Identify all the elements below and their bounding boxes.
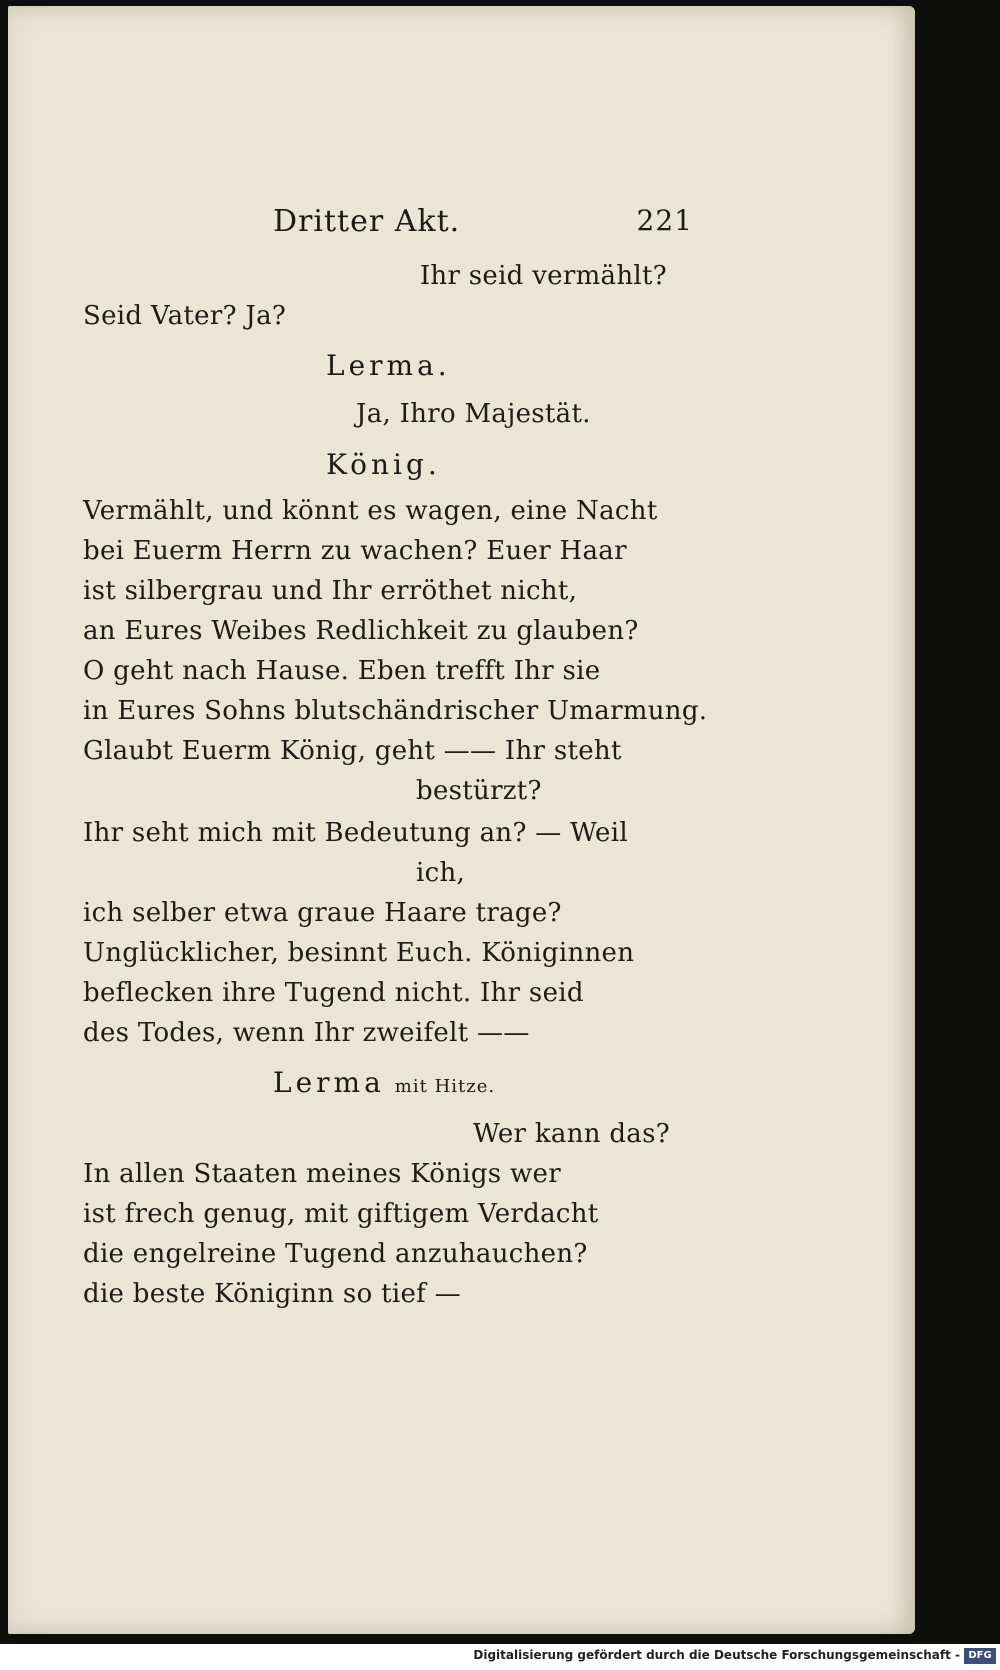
dfg-logo: DFG [964, 1648, 996, 1664]
stage-direction: mit Hitze. [394, 1076, 496, 1097]
verse-line: beflecken ihre Tugend nicht. Ihr seid [83, 978, 584, 1008]
verse-line: Ja, Ihro Majestät. [356, 399, 591, 429]
verse-line-carryover: ich, [416, 858, 466, 888]
verse-line: ist frech genug, mit giftigem Verdacht [83, 1199, 599, 1229]
funding-credit: Digitalisierung gefördert durch die Deutsche Forschungsgemeinschaft - [473, 1648, 960, 1662]
page-number: 221 [636, 204, 693, 237]
verse-line: Unglücklicher, besinnt Euch. Königinnen [83, 938, 635, 968]
verse-line: Vermählt, und könnt es wagen, eine Nacht [83, 496, 658, 526]
speaker-name: Lerma [273, 1066, 385, 1099]
running-title: Dritter Akt. [273, 204, 461, 239]
verse-line: In allen Staaten meines Königs wer [83, 1159, 561, 1189]
book-page [8, 6, 915, 1634]
verse-line: die engelreine Tugend anzuhauchen? [83, 1239, 588, 1269]
verse-line: bei Euerm Herrn zu wachen? Euer Haar [83, 536, 627, 566]
speaker-name: König. [326, 448, 441, 481]
page-header [273, 204, 693, 244]
verse-line: Wer kann das? [472, 1119, 670, 1149]
verse-line: Ihr seid vermählt? [419, 261, 667, 291]
verse-line: an Eures Weibes Redlichkeit zu glauben? [83, 616, 639, 646]
speaker-name: Lerma. [326, 349, 451, 382]
verse-line: ist silbergrau und Ihr erröthet nicht, [83, 576, 578, 606]
verse-line: Glaubt Euerm König, geht —— Ihr steht [83, 736, 622, 766]
verse-line: in Eures Sohns blutschändrischer Umarmung. [83, 696, 708, 726]
verse-line: des Todes, wenn Ihr zweifelt —— [83, 1018, 530, 1048]
verse-line: Ihr seht mich mit Bedeutung an? — Weil [83, 818, 628, 848]
verse-line: die beste Königinn so tief — [83, 1279, 461, 1309]
verse-line-carryover: bestürzt? [416, 776, 542, 806]
digitization-footer [0, 1644, 1000, 1670]
verse-line: Seid Vater? Ja? [83, 301, 287, 331]
verse-line: ich selber etwa graue Haare trage? [83, 898, 562, 928]
speaker-block [273, 1066, 495, 1099]
verse-line: O geht nach Hause. Eben trefft Ihr sie [83, 656, 601, 686]
